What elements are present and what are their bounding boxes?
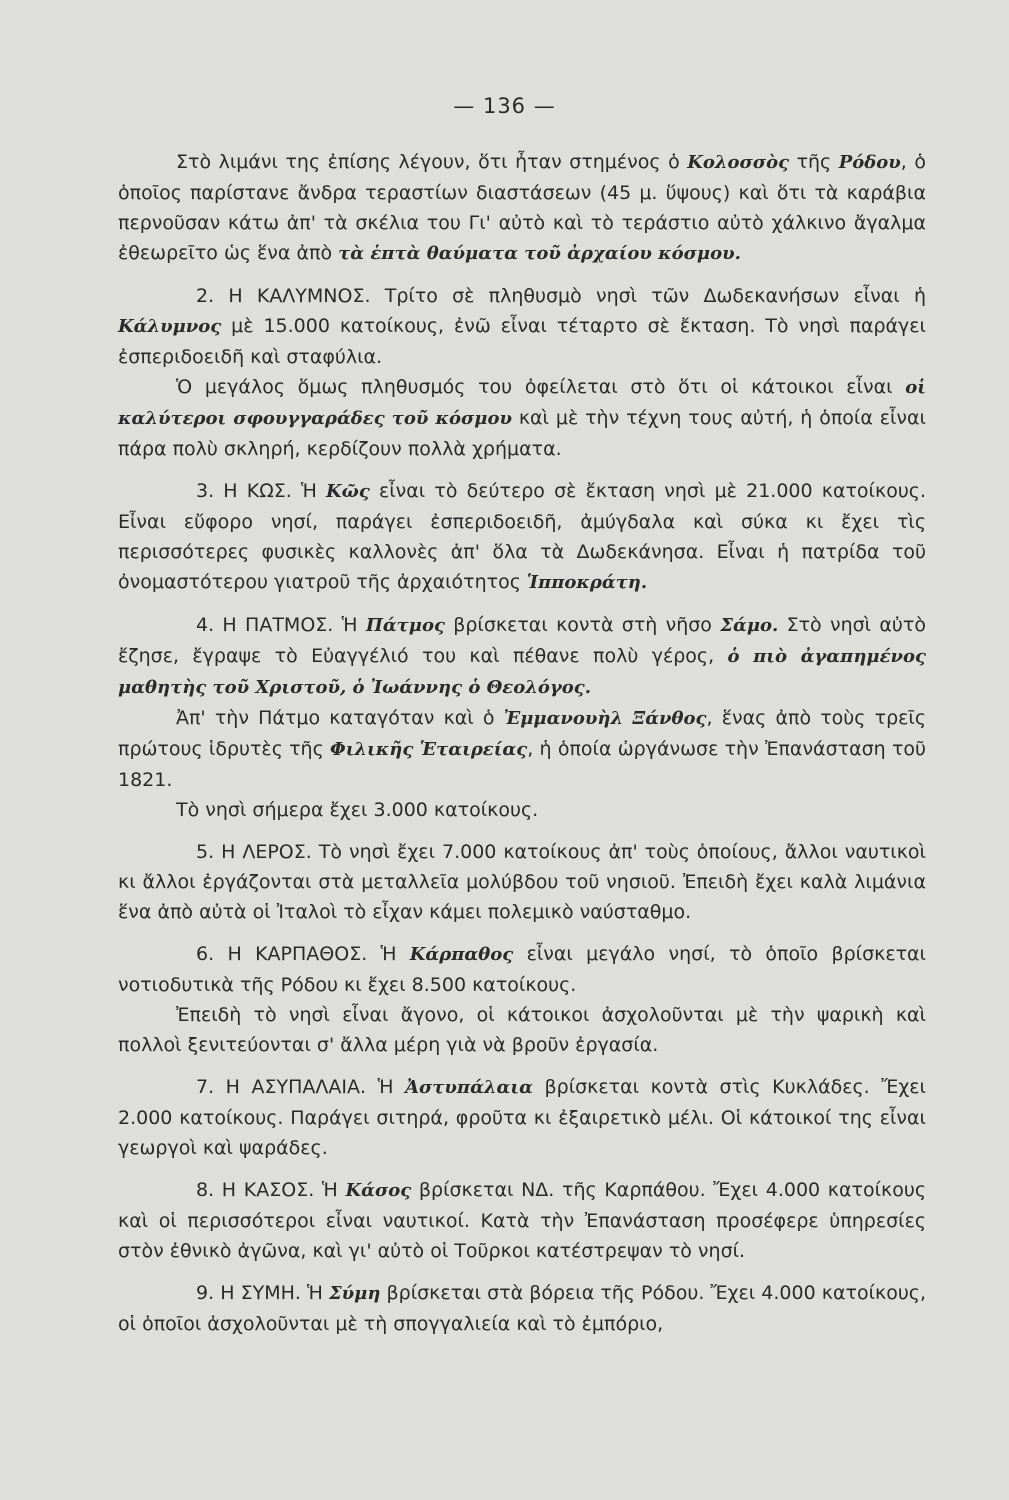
paragraph-kos: [118, 476, 926, 598]
text-run: τῆς: [789, 151, 839, 173]
emphasized-text: Ρόδου: [838, 152, 901, 173]
emphasized-text: Κῶς: [326, 481, 370, 502]
page-number: — 136 —: [453, 94, 556, 118]
text-run: 5. Η ΛΕΡΟΣ. Τὸ νησὶ ἔχει 7.000 κατοίκους ἀπ' τοὺς ὁποίους, ἄλλοι ναυτικοὶ κι ἄλλοι ἐργάζονται στὰ μεταλλεῖα μολύβδου τοῦ νησιοῦ. Ἐπειδὴ ἔχει καλὰ λιμάνια ἕνα ἀπὸ αὐτὰ οἱ Ἰταλοὶ τὸ εἶχαν κάμει πολεμικὸ ναύσταθμο.: [118, 841, 926, 923]
emphasized-text: Κάσος: [345, 1180, 412, 1201]
text-run: 4. Η ΠΑΤΜΟΣ. Ἡ: [196, 614, 366, 636]
text-run: Τὸ νησὶ σήμερα ἔχει 3.000 κατοίκους.: [176, 799, 539, 821]
text-run: μὲ 15.000 κατοίκους, ἐνῶ εἶναι τέταρτο σὲ ἔκταση. Τὸ νησὶ παράγει ἐσπεριδοειδῆ καὶ σταφύλια.: [118, 315, 926, 368]
paragraph-colossus: [118, 147, 926, 269]
text-run: 9. Η ΣΥΜΗ. Ἡ: [196, 1282, 329, 1304]
text-run: 3. Η ΚΩΣ. Ἡ: [196, 480, 327, 502]
text-run: καὶ μὲ τὴν τέχνη τους αὐτή, ἡ ὁποία εἶναι πάρα πολὺ σκληρή, κερδίζουν πολλὰ χρήματα.: [118, 407, 926, 460]
text-run: Ἀπ' τὴν Πάτμο καταγόταν καὶ ὁ: [176, 707, 504, 729]
paragraph-karpathos: [118, 939, 926, 1000]
text-run: Στὸ νησὶ αὐτὸ ἔζησε, ἔγραψε τὸ Εὐαγγέλιό του καὶ πέθανε πολὺ γέρος,: [118, 614, 926, 667]
emphasized-text: Σάμο.: [720, 615, 779, 636]
emphasized-text: Σύμη: [328, 1283, 381, 1304]
emphasized-text: οἱ καλύτεροι σφουγγαράδες τοῦ κόσμου: [118, 377, 926, 429]
emphasized-text: Κάρπαθος: [409, 944, 514, 965]
emphasized-text: Φιλικῆς Ἑταιρείας: [330, 739, 528, 760]
emphasized-text: τὰ ἑπτὰ θαύματα τοῦ ἀρχαίου κόσμου.: [338, 243, 741, 264]
text-run: βρίσκεται κοντὰ στὶς Κυκλάδες. Ἔχει 2.000 κατοίκους. Παράγει σιτηρά, φροῦτα κι ἐξαιρετικὸ μέλι. Οἱ κάτοικοί της εἶναι γεωργοὶ καὶ ψαράδες.: [118, 1076, 926, 1159]
text-run: Ὁ μεγάλος ὅμως πληθυσμός του ὀφείλεται στὸ ὅτι οἱ κάτοικοι εἶναι: [176, 376, 906, 398]
text-run: βρίσκεται στὰ βόρεια τῆς Ρόδου. Ἔχει 4.000 κατοίκους, οἱ ὁποῖοι ἀσχολοῦνται μὲ τὴ σπογγαλιεία καὶ τὸ ἐμπόριο,: [118, 1282, 927, 1335]
text-run: 8. Η ΚΑΣΟΣ. Ἡ: [196, 1179, 346, 1201]
paragraph-patmos: [118, 610, 926, 703]
text-run: βρίσκεται ΝΔ. τῆς Καρπάθου. Ἔχει 4.000 κατοίκους καὶ οἱ περισσότεροι εἶναι ναυτικοί. Κατὰ τὴν Ἐπανάσταση προσέφερε ὑπηρεσίες στὸν ἐθνικὸ ἀγῶνα, καὶ γι' αὐτὸ οἱ Τοῦρκοι κατέστρεψαν τὸ νησί.: [118, 1179, 926, 1262]
paragraph-patmos-population: [118, 795, 926, 825]
paragraph-astypalaia: [118, 1072, 926, 1163]
emphasized-text: Ἀστυπάλαια: [405, 1077, 533, 1098]
paragraph-kalymnos: [118, 281, 926, 372]
text-run: εἶναι τὸ δεύτερο σὲ ἔκταση νησὶ μὲ 21.000 κατοίκους. Εἶναι εὔφορο νησί, παράγει ἐσπεριδοειδῆ, ἀμύγδαλα καὶ σύκα κι ἔχει τὶς περισσότερες φυσικὲς καλλονὲς ἀπ' ὅλα τὰ Δωδεκάνησα. Εἶναι ἡ πατρίδα τοῦ ὀνομαστότερου γιατροῦ τῆς ἀρχαιότητος: [118, 480, 926, 593]
paragraph-kasos: [118, 1175, 926, 1266]
emphasized-text: ὁ πιὸ ἀγαπημένος μαθητὴς τοῦ Χριστοῦ, ὁ Ἰωάννης ὁ Θεολόγος.: [118, 646, 926, 698]
paragraph-kalymnos-sponge-divers: [118, 372, 926, 464]
text-run: βρίσκεται κοντὰ στὴ νῆσο: [444, 614, 721, 636]
body-text: [118, 147, 926, 1339]
emphasized-text: Ἱπποκράτη.: [526, 572, 648, 593]
paragraph-patmos-xanthos: [118, 703, 926, 795]
text-run: 6. Η ΚΑΡΠΑΘΟΣ. Ἡ: [196, 943, 410, 965]
paragraph-leros: [118, 837, 926, 927]
text-run: , ἕνας ἀπὸ τοὺς τρεῖς πρώτους ἱδρυτὲς τῆς: [118, 707, 926, 760]
emphasized-text: Ἐμμανουὴλ Ξάνθος: [503, 708, 707, 729]
paragraph-symi: [118, 1278, 926, 1339]
emphasized-text: Κολοσσὸς: [687, 152, 790, 173]
emphasized-text: Πάτμος: [365, 615, 445, 636]
text-run: , ὁ ὁποῖος παρίστανε ἄνδρα τεραστίων διαστάσεων (45 μ. ὕψους) καὶ ὅτι τὰ καράβια περνοῦσαν κάτω ἀπ' τὰ σκέλια του Γι' αὐτὸ καὶ τὸ τεράστιο αὐτὸ χάλκινο ἄγαλμα ἐθεωρεῖτο ὡς ἕνα ἀπὸ: [118, 151, 926, 264]
text-run: , ἡ ὁποία ὠργάνωσε τὴν Ἐπανάσταση τοῦ 1821.: [118, 738, 926, 791]
text-run: Ἐπειδὴ τὸ νησὶ εἶναι ἄγονο, οἱ κάτοικοι ἀσχολοῦνται μὲ τὴν ψαρικὴ καὶ πολλοὶ ξενιτεύονται σ' ἄλλα μέρη γιὰ νὰ βροῦν ἐργασία.: [118, 1004, 926, 1056]
text-run: 2. Η ΚΑΛΥΜΝΟΣ. Τρίτο σὲ πληθυσμὸ νησὶ τῶν Δωδεκανήσων εἶναι ἡ: [196, 285, 926, 307]
text-run: 7. Η ΑΣΥΠΑΛΑΙΑ. Ἡ: [196, 1076, 406, 1098]
emphasized-text: Κάλυμνος: [118, 316, 222, 337]
text-run: Στὸ λιμάνι της ἐπίσης λέγουν, ὅτι ἦταν στημένος ὁ: [176, 151, 688, 173]
text-run: εἶναι μεγάλο νησί, τὸ ὁποῖο βρίσκεται νοτιοδυτικὰ τῆς Ρόδου κι ἔχει 8.500 κατοίκους.: [118, 943, 926, 996]
paragraph-karpathos-emigration: [118, 1000, 926, 1060]
